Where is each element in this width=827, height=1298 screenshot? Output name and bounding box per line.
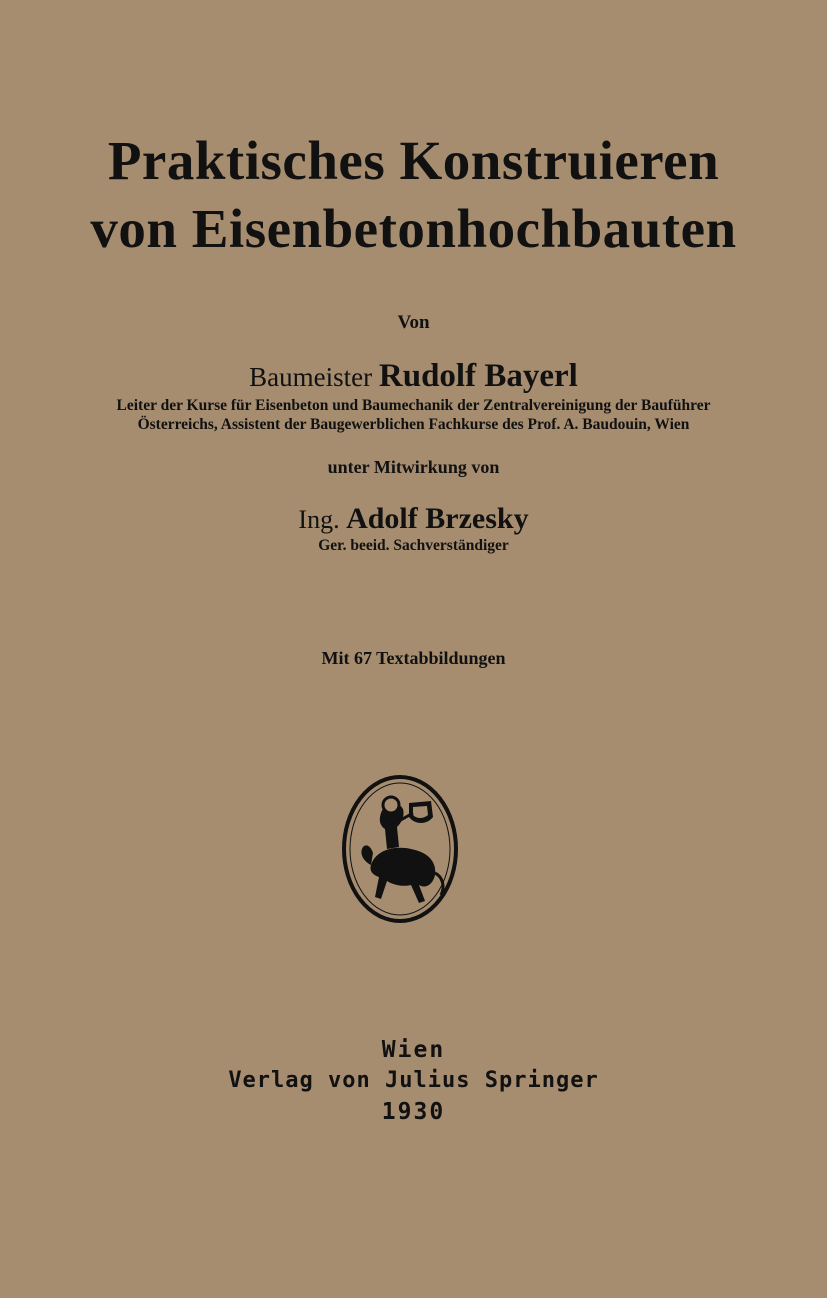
- publisher-name: Verlag von Julius Springer: [228, 1068, 599, 1093]
- author-affiliation-2: Österreichs, Assistent der Baugewerblichen Fachkurse des Prof. A. Baudouin, Wien: [137, 416, 690, 433]
- publisher-city: Wien: [381, 1037, 446, 1063]
- springer-knight-emblem-icon: [341, 773, 459, 925]
- publication-year: 1930: [381, 1099, 446, 1125]
- book-title-line-1: Praktisches Konstruieren: [107, 130, 720, 191]
- author-line: [0, 358, 827, 395]
- coauthor-prefix: Ing.: [298, 505, 340, 534]
- by-label: Von: [397, 312, 430, 333]
- book-title-line-2: von Eisenbetonhochbauten: [90, 198, 737, 259]
- collaboration-label: unter Mitwirkung von: [327, 457, 500, 477]
- coauthor-affiliation: Ger. beeid. Sachverständiger: [318, 537, 509, 554]
- coauthor-line: [0, 502, 827, 536]
- illustrations-note: Mit 67 Textabbildungen: [321, 648, 506, 668]
- author-name: Rudolf Bayerl: [378, 358, 578, 394]
- coauthor-name: Adolf Brzesky: [346, 502, 529, 535]
- author-prefix: Baumeister: [249, 362, 373, 392]
- author-affiliation-1: Leiter der Kurse für Eisenbeton und Baumechanik der Zentralvereinigung der Bauführer: [116, 397, 711, 414]
